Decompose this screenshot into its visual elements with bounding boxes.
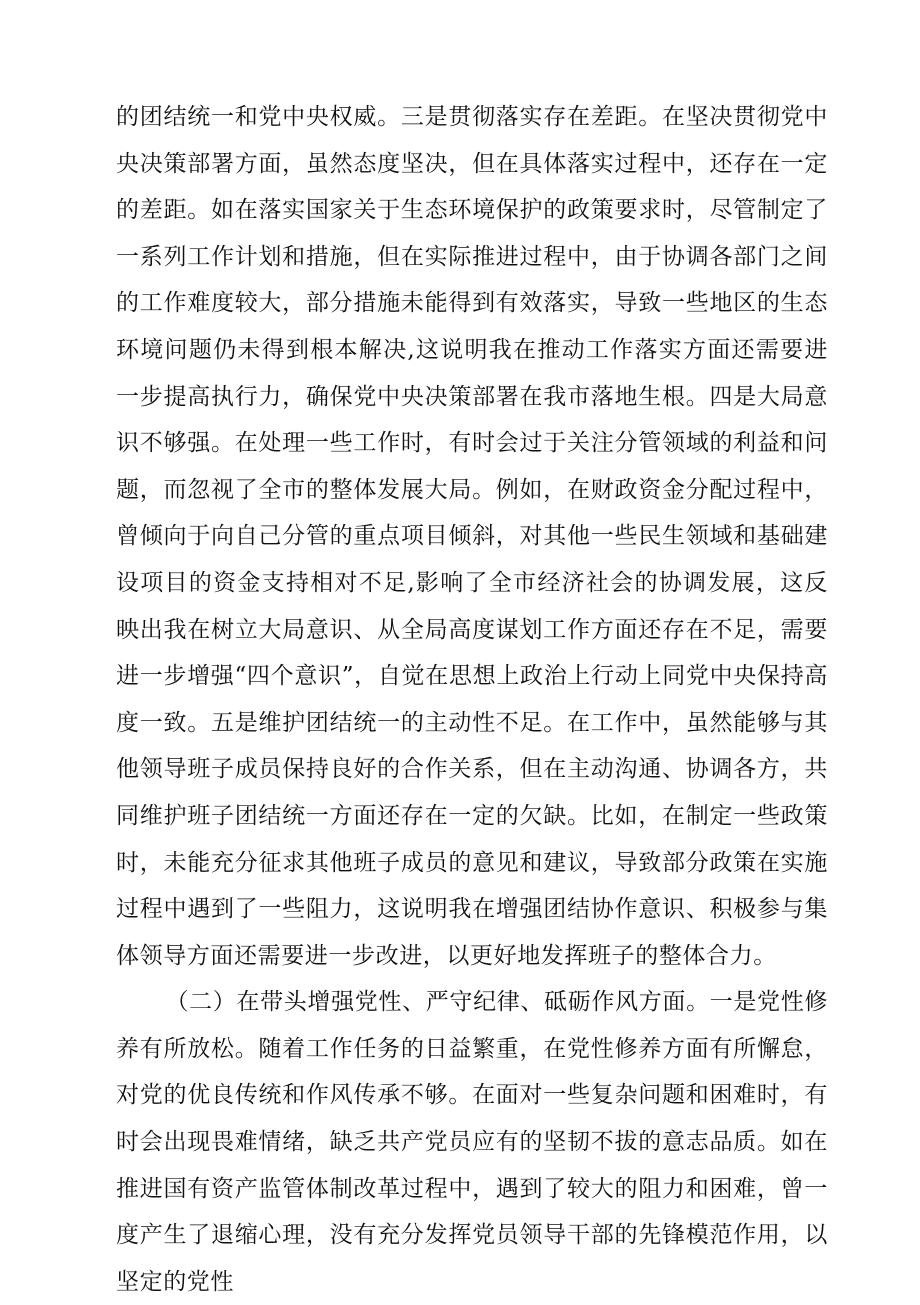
- document-body: [116, 94, 828, 1305]
- paragraph-section-two: （二）在带头增强党性、严守纪律、砥砺作风方面。一是党性修养有所放松。随着工作任务的日益繁重，在党性修养方面有所懈怠，对党的优良传统和作风传承不够。在面对一些复杂问题和困难时，有时会出现畏难情绪，缺乏共产党员应有的坚韧不拔的意志品质。如在推进国有资产监管体制改革过程中，遇到了较大的阻力和困难，曾一度产生了退缩心理，没有充分发挥党员领导干部的先锋模范作用，以坚定的党性: [116, 989, 828, 1295]
- paragraph-continuation: 的团结统一和党中央权威。三是贯彻落实存在差距。在坚决贯彻党中央决策部署方面，虽然态度坚决，但在具体落实过程中，还存在一定的差距。如在落实国家关于生态环境保护的政策要求时，尽管制定了一系列工作计划和措施，但在实际推进过程中，由于协调各部门之间的工作难度较大，部分措施未能得到有效落实，导致一些地区的生态环境问题仍未得到根本解决,这说明我在推动工作落实方面还需要进一步提高执行力，确保党中央决策部署在我市落地生根。四是大局意识不够强。在处理一些工作时，有时会过于关注分管领域的利益和问题，而忽视了全市的整体发展大局。例如，在财政资金分配过程中，曾倾向于向自己分管的重点项目倾斜，对其他一些民生领域和基础建设项目的资金支持相对不足,影响了全市经济社会的协调发展，这反映出我在树立大局意识、从全局高度谋划工作方面还存在不足，需要进一步增强“四个意识”，自觉在思想上政治上行动上同党中央保持高度一致。五是维护团结统一的主动性不足。在工作中，虽然能够与其他领导班子成员保持良好的合作关系，但在主动沟通、协调各方，共同维护班子团结统一方面还存在一定的欠缺。比如，在制定一些政策时，未能充分征求其他班子成员的意见和建议，导致部分政策在实施过程中遇到了一些阻力，这说明我在增强团结协作意识、积极参与集体领导方面还需要进一步改进，以更好地发挥班子的整体合力。: [116, 104, 828, 969]
